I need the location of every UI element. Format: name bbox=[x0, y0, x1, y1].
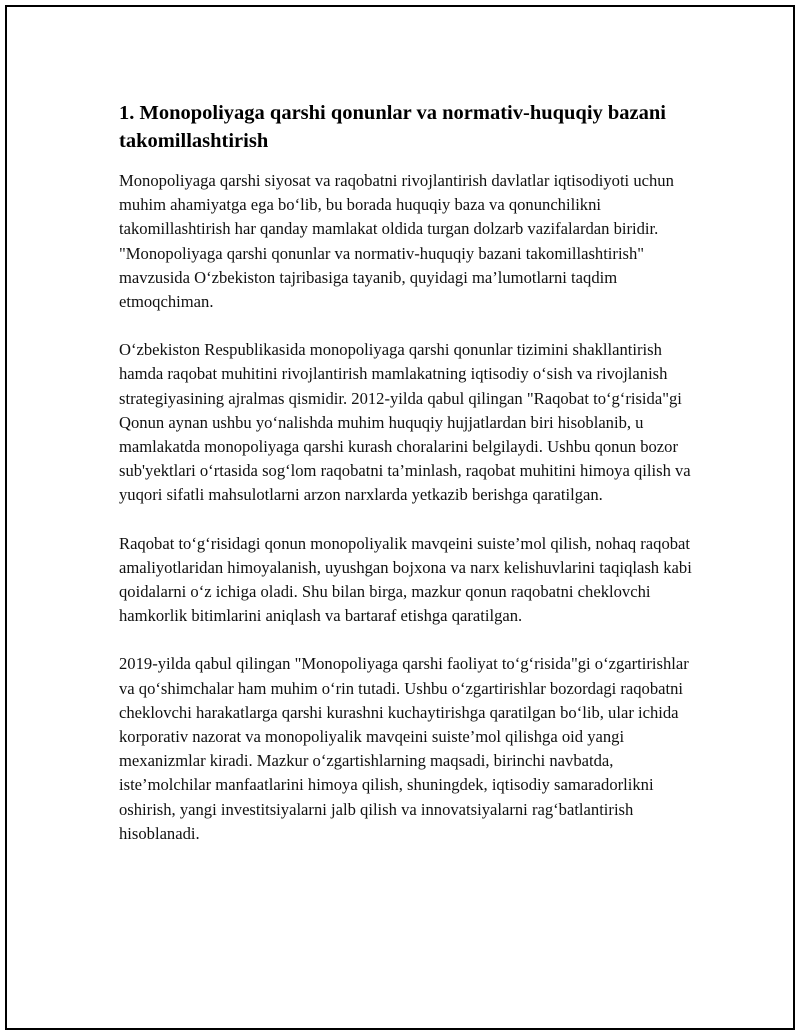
paragraph-competition-law-2012: O‘zbekiston Respublikasida monopoliyaga qarshi qonunlar tizimini shakllantirish hamda raqobat muhitini rivojlantirish mamlakatning iqtisodiy o‘sish va rivojlanish strategiyasining ajralmas qismidir. 2012-yilda qabul qilingan "Raqobat to‘g‘risida"gi Qonun aynan ushbu yo‘nalishda muhim huquqiy hujjatlardan biri hisoblanib, u mamlakatda monopoliyaga qarshi kurash choralarini belgilaydi. Ushbu qonun bozor sub'yektlari o‘rtasida sog‘lom raqobatni ta’minlash, raqobat muhitini himoya qilish va yuqori sifatli mahsulotlarni arzon narxlarda yetkazib berishga qaratilgan. bbox=[119, 340, 691, 505]
section-heading: 1. Monopoliyaga qarshi qonunlar va normativ-huquqiy bazani takomillashtirish bbox=[119, 102, 666, 152]
paragraph-intro: Monopoliyaga qarshi siyosat va raqobatni rivojlantirish davlatlar iqtisodiyoti uchun muhim ahamiyatga ega bo‘lib, bu borada huquqiy baza va qonunchilikni takomillashtirish har qanday mamlakat oldida turgan dolzarb vazifalardan biridir. "Monopoliyaga qarshi qonunlar va normativ-huquqiy bazani takomillashtirish" mavzusida O‘zbekiston tajribasiga tayanib, quyidagi ma’lumotlarni taqdim etmoqchiman. bbox=[119, 171, 674, 312]
page-frame bbox=[5, 5, 795, 1030]
paragraph-law-provisions: Raqobat to‘g‘risidagi qonun monopoliyalik mavqeini suiste’mol qilish, nohaq raqobat amaliyotlaridan himoyalanish, uyushgan bojxona va narx kelishuvlarini taqiqlash kabi qoidalarni o‘z ichiga oladi. Shu bilan birga, mazkur qonun raqobatni cheklovchi hamkorlik bitimlarini aniqlash va bartaraf etishga qaratilgan. bbox=[119, 533, 692, 626]
document-body bbox=[119, 99, 699, 870]
paragraph-amendments-2019: 2019-yilda qabul qilingan "Monopoliyaga qarshi faoliyat to‘g‘risida"gi o‘zgartirishlar va qo‘shimchalar ham muhim o‘rin tutadi. Ushbu o‘zgartirishlar bozordagi raqobatni cheklovchi harakatlarga qarshi kurashni kuchaytirishga qaratilgan bo‘lib, ular ichida korporativ nazorat va monopoliyalik mavqeini suiste’mol qilishga oid yangi mexanizmlar kiradi. Mazkur o‘zgartishlarning maqsadi, birinchi navbatda, iste’molchilar manfaatlarini himoya qilish, shuningdek, iqtisodiy samaradorlikni oshirish, yangi investitsiyalarni jalb qilish va innovatsiyalarni rag‘batlantirish hisoblanadi. bbox=[119, 654, 689, 843]
